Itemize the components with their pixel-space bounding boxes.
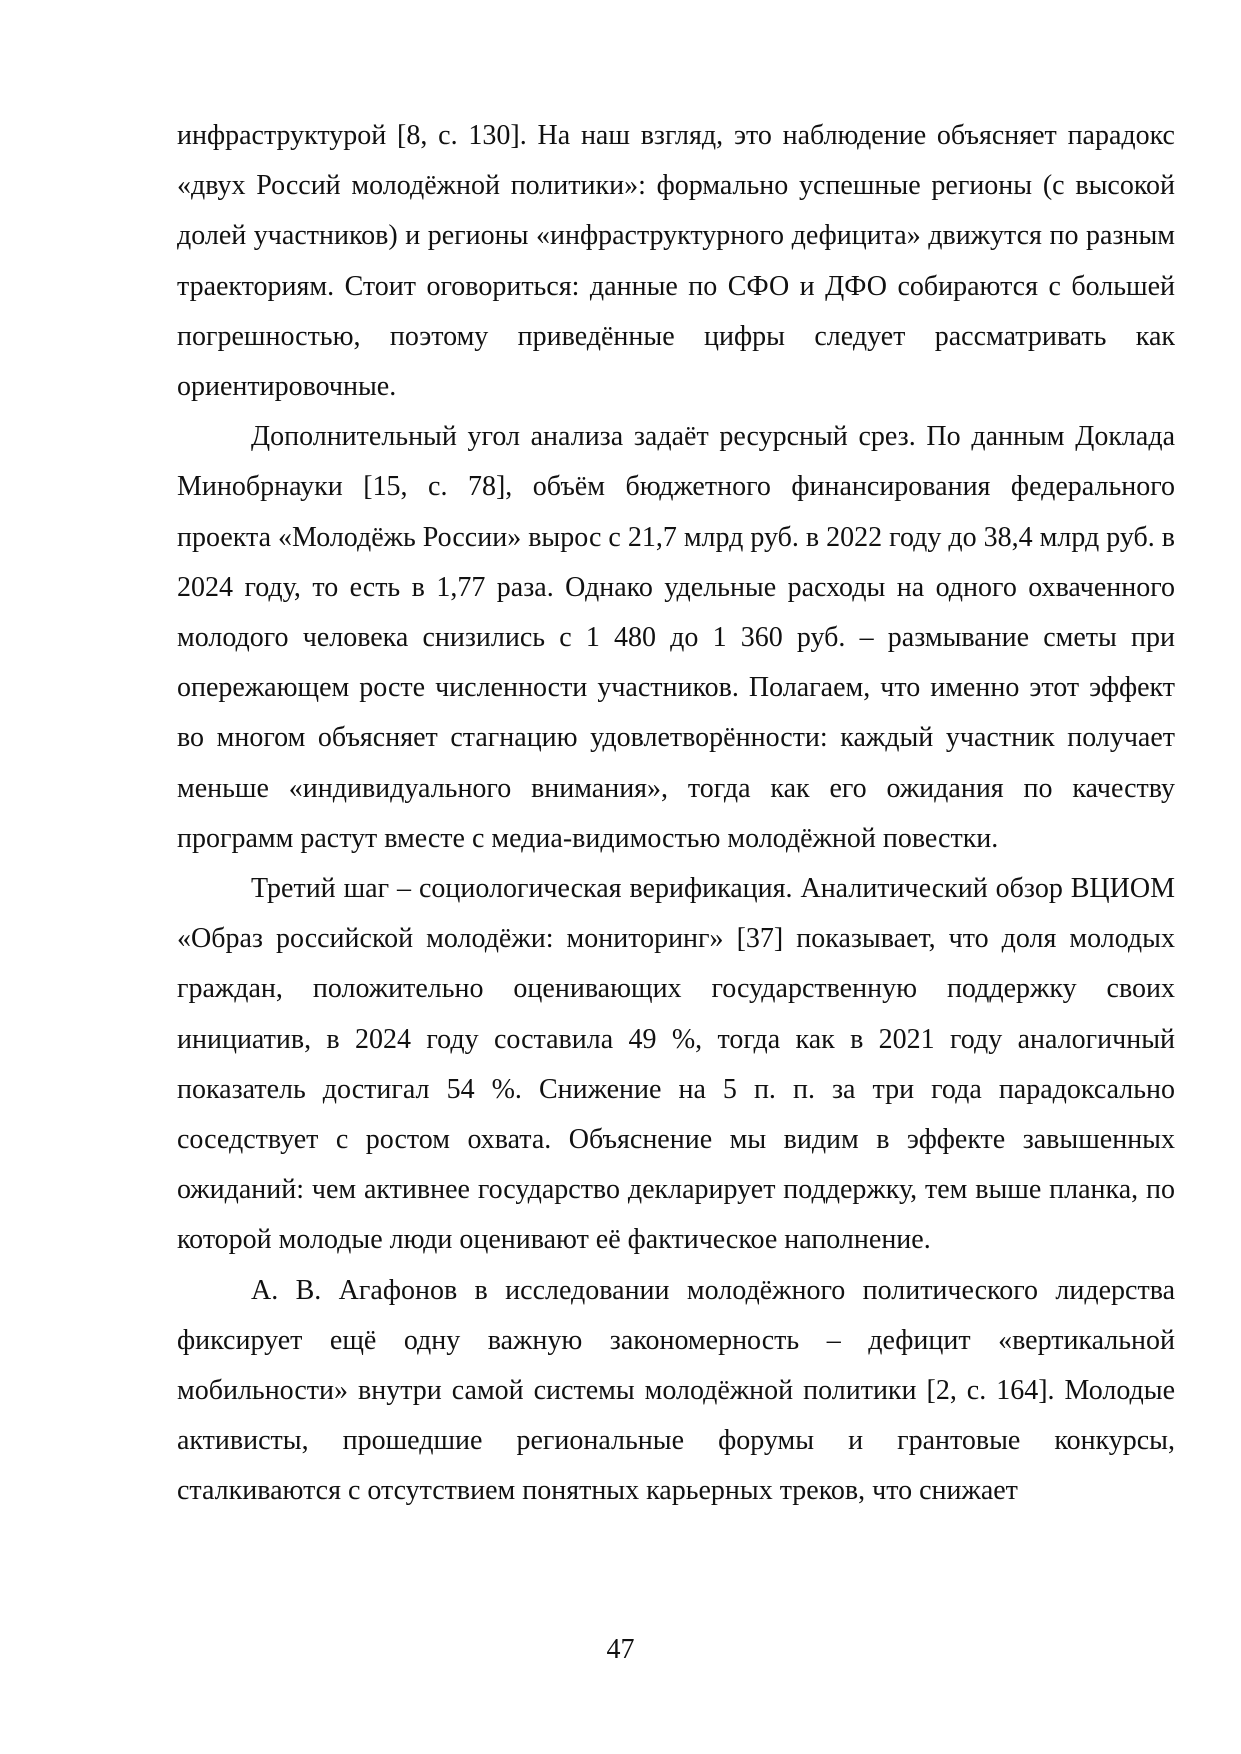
document-body xyxy=(177,111,1175,1517)
paragraph-agafonov-study: А. В. Агафонов в исследовании молодёжного политического лидерства фиксирует ещё одну важную закономерность – дефицит «вертикальной мобильности» внутри самой системы молодёжной политики [2, с. 164]. Молодые активисты, прошедшие региональные форумы и грантовые конкурсы, сталкиваются с отсутствием понятных карьерных треков, что снижает xyxy=(177,1274,1175,1507)
paragraph-sociological-verification: Третий шаг – социологическая верификация. Аналитический обзор ВЦИОМ «Образ российской молодёжи: мониторинг» [37] показывает, что доля молодых граждан, положительно оценивающих государственную поддержку своих инициатив, в 2024 году составила 49 %, тогда как в 2021 году аналогичный показатель достигал 54 %. Снижение на 5 п. п. за три года парадоксально соседствует с ростом охвата. Объяснение мы видим в эффекте завышенных ожиданий: чем активнее государство декларирует поддержку, тем выше планка, по которой молодые люди оценивают её фактическое наполнение. xyxy=(177,873,1175,1256)
page-number: 47 xyxy=(606,1634,635,1665)
paragraph-continuation: инфраструктурой [8, с. 130]. На наш взгляд, это наблюдение объясняет парадокс «двух Россий молодёжной политики»: формально успешные регионы (с высокой долей участников) и регионы «инфраструктурного дефицита» движутся по разным траекториям. Стоит оговориться: данные по СФО и ДФО собираются с большей погрешностью, поэтому приведённые цифры следует рассматривать как ориентировочные. xyxy=(177,120,1175,403)
paragraph-resource-analysis: Дополнительный угол анализа задаёт ресурсный срез. По данным Доклада Минобрнауки [15, с. 78], объём бюджетного финансирования федерального проекта «Молодёжь России» вырос с 21,7 млрд руб. в 2022 году до 38,4 млрд руб. в 2024 году, то есть в 1,77 раза. Однако удельные расходы на одного охваченного молодого человека снизились с 1 480 до 1 360 руб. – размывание сметы при опережающем росте численности участников. Полагаем, что именно этот эффект во многом объясняет стагнацию удовлетворённости: каждый участник получает меньше «индивидуального внимания», тогда как его ожидания по качеству программ растут вместе с медиа-видимостью молодёжной повестки. xyxy=(177,421,1175,854)
